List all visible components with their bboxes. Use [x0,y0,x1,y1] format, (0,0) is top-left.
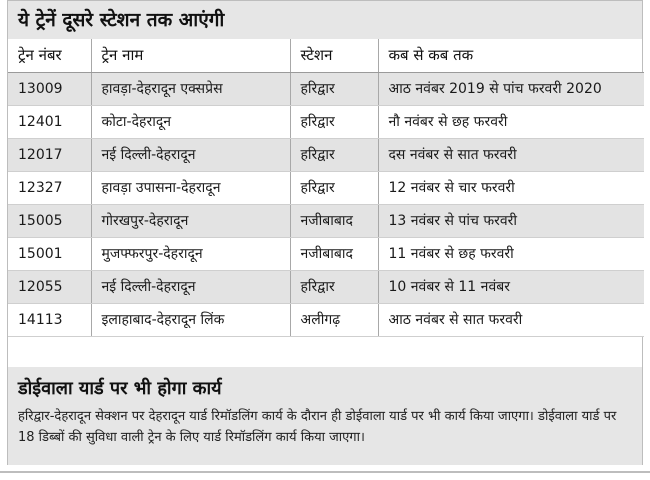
header-station: स्टेशन [290,39,378,72]
table-row [8,303,644,336]
table-row [8,237,644,270]
table-row [8,138,644,171]
cell-station: हरिद्वार [290,72,378,105]
cell-train-name: नई दिल्ली-देहरादून [91,138,290,171]
train-diversion-box [7,0,643,465]
cell-period: 10 नवंबर से 11 नवंबर [378,270,644,303]
cell-train-name: मुजफ्फरपुर-देहरादून [91,237,290,270]
cell-train-number: 12401 [8,105,91,138]
table-body [8,72,644,336]
header-train-name: ट्रेन नाम [91,39,290,72]
cell-station: हरिद्वार [290,171,378,204]
table-row [8,105,644,138]
cell-train-number: 12055 [8,270,91,303]
doiwala-section [8,367,642,465]
cell-train-number: 15005 [8,204,91,237]
section-body: हरिद्वार-देहरादून सेक्शन पर देहरादून यार्ड रिमॉडलिंग कार्य के दौरान ही डोईवाला यार्ड पर भी कार्य किया जाएगा। डोईवाला यार्ड पर 18 डिब्बों की सुविधा वाली ट्रेन के लिए यार्ड रिमॉडलिंग कार्य किया जाएगा। [18,409,617,445]
cell-period: 11 नवंबर से छह फरवरी [378,237,644,270]
cell-station: हरिद्वार [290,105,378,138]
header-train-number: ट्रेन नंबर [8,39,91,72]
cell-station: नजीबाबाद [290,204,378,237]
cell-train-name: इलाहाबाद-देहरादून लिंक [91,303,290,336]
cell-period: 13 नवंबर से पांच फरवरी [378,204,644,237]
cell-train-name: हावड़ा-देहरादून एक्सप्रेस [91,72,290,105]
cell-period: आठ नवंबर से सात फरवरी [378,303,644,336]
train-table [8,39,644,337]
cell-period: आठ नवंबर 2019 से पांच फरवरी 2020 [378,72,644,105]
table-header-row [8,39,644,72]
table-row [8,171,644,204]
cell-station: नजीबाबाद [290,237,378,270]
cell-train-name: नई दिल्ली-देहरादून [91,270,290,303]
cell-train-name: कोटा-देहरादून [91,105,290,138]
cell-train-number: 15001 [8,237,91,270]
cell-period: 12 नवंबर से चार फरवरी [378,171,644,204]
cell-train-number: 14113 [8,303,91,336]
section-heading: डोईवाला यार्ड पर भी होगा कार्य [18,378,222,399]
cell-train-name: हावड़ा उपासना-देहरादून [91,171,290,204]
cell-station: हरिद्वार [290,138,378,171]
table-row [8,204,644,237]
header-period: कब से कब तक [378,39,644,72]
cell-train-number: 13009 [8,72,91,105]
cell-station: अलीगढ़ [290,303,378,336]
cell-period: नौ नवंबर से छह फरवरी [378,105,644,138]
box-title: ये ट्रेनें दूसरे स्टेशन तक आएंगी [8,1,642,39]
cell-station: हरिद्वार [290,270,378,303]
cell-train-number: 12017 [8,138,91,171]
page-divider [0,471,650,473]
cell-period: दस नवंबर से सात फरवरी [378,138,644,171]
cell-train-name: गोरखपुर-देहरादून [91,204,290,237]
cell-train-number: 12327 [8,171,91,204]
table-row [8,72,644,105]
table-row [8,270,644,303]
